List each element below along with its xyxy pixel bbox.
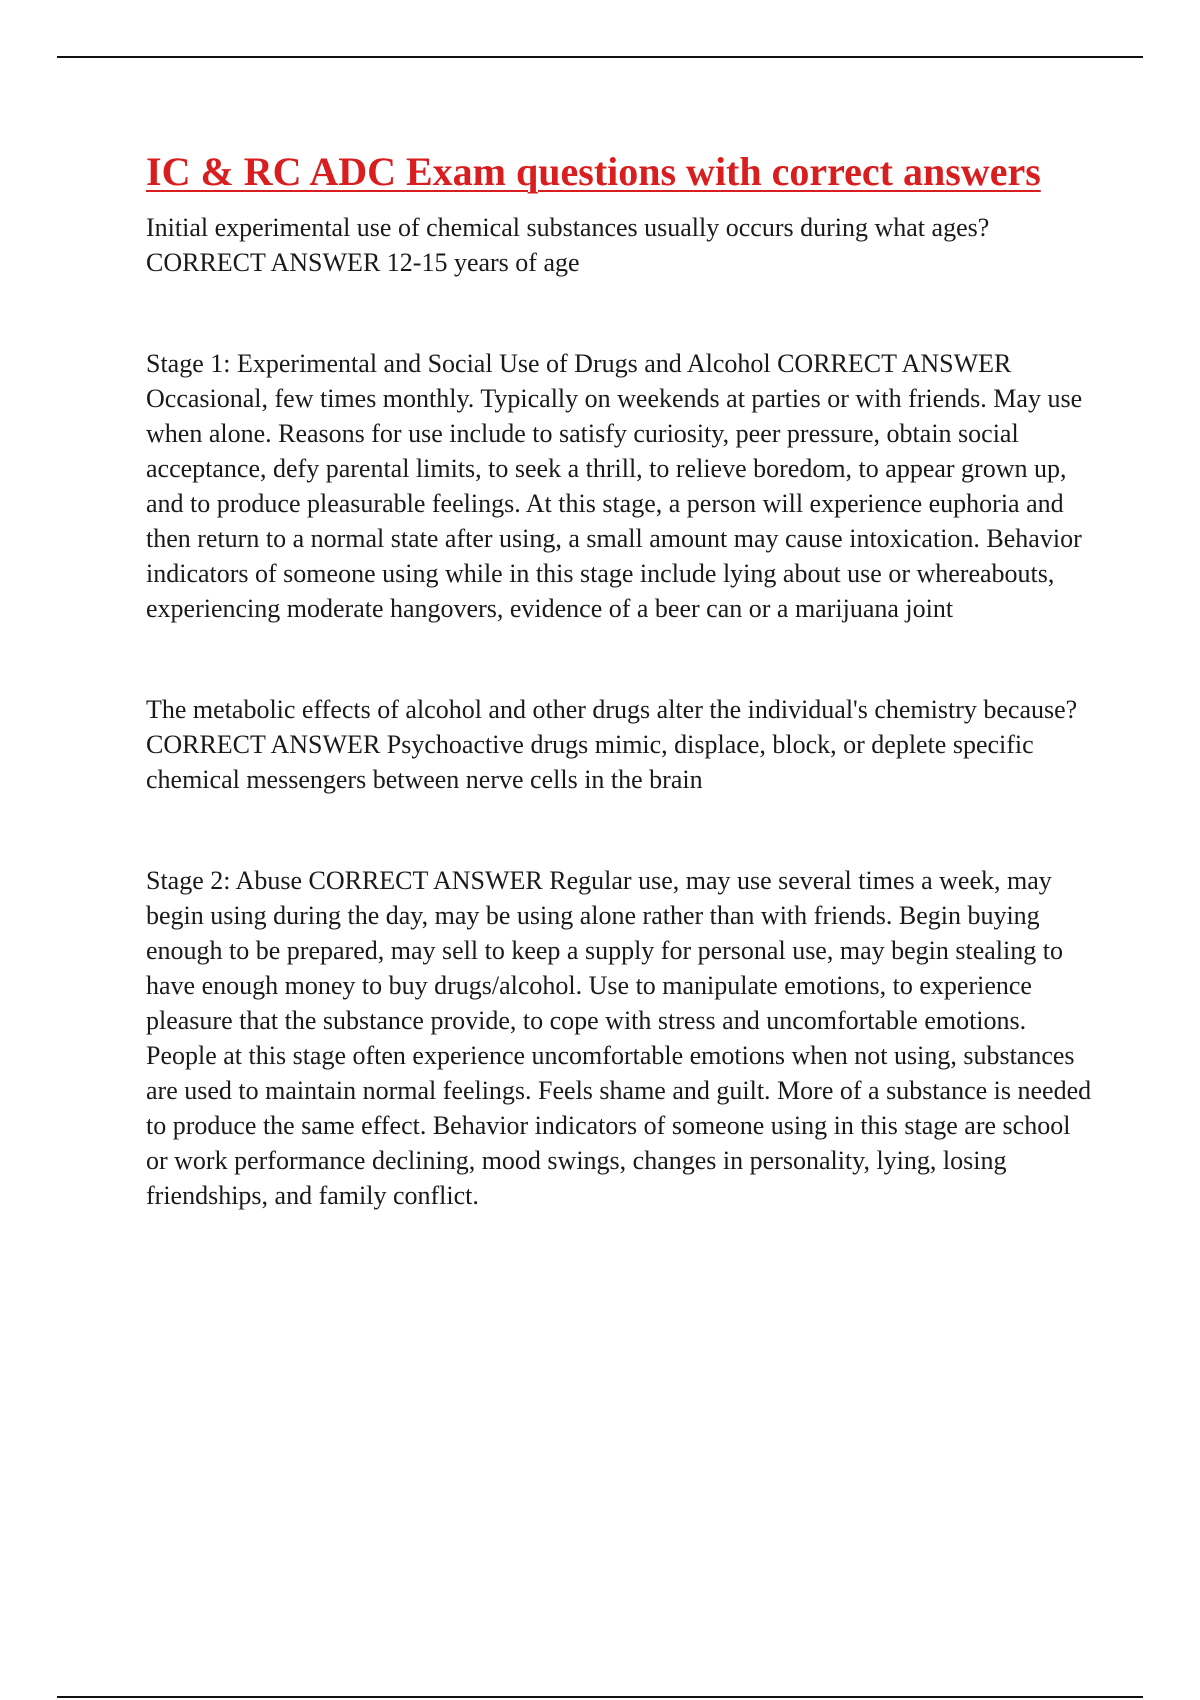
footer-rule [57,1696,1143,1698]
document-body [146,144,1096,1213]
header-rule [57,56,1143,58]
qa-entry-metabolic-effects: The metabolic effects of alcohol and other drugs alter the individual's chemistry because? CORRECT ANSWER Psychoactive drugs mimic, displace, block, or deplete specific chemical messengers between nerve cells in the brain [146,695,1078,794]
qa-entry-stage-2: Stage 2: Abuse CORRECT ANSWER Regular use, may use several times a week, may begin using during the day, may be using alone rather than with friends. Begin buying enough to be prepared, may sell to keep a supply for personal use, may begin stealing to have enough money to buy drugs/alcohol. Use to manipulate emotions, to experience pleasure that the substance provide, to cope with stress and uncomfortable emotions. People at this stage often experience uncomfortable emotions when not using, substances are used to maintain normal feelings. Feels shame and guilt. More of a substance is needed to produce the same effect. Behavior indicators of someone using in this stage are school or work performance declining, mood swings, changes in personality, lying, losing friendships, and family conflict. [146,866,1092,1210]
qa-entry-initial-use: Initial experimental use of chemical substances usually occurs during what ages? CORRECT ANSWER 12-15 years of age [146,213,990,277]
qa-entry-stage-1: Stage 1: Experimental and Social Use of Drugs and Alcohol CORRECT ANSWER Occasional, few times monthly. Typically on weekends at parties or with friends. May use when alone. Reasons for use include to satisfy curiosity, peer pressure, obtain social acceptance, defy parental limits, to seek a thrill, to relieve boredom, to appear grown up, and to produce pleasurable feelings. At this stage, a person will experience euphoria and then return to a normal state after using, a small amount may cause intoxication. Behavior indicators of someone using while in this stage include lying about use or whereabouts, experiencing moderate hangovers, evidence of a beer can or a marijuana joint [146,349,1083,623]
document-title: IC & RC ADC Exam questions with correct answers [146,149,1041,194]
